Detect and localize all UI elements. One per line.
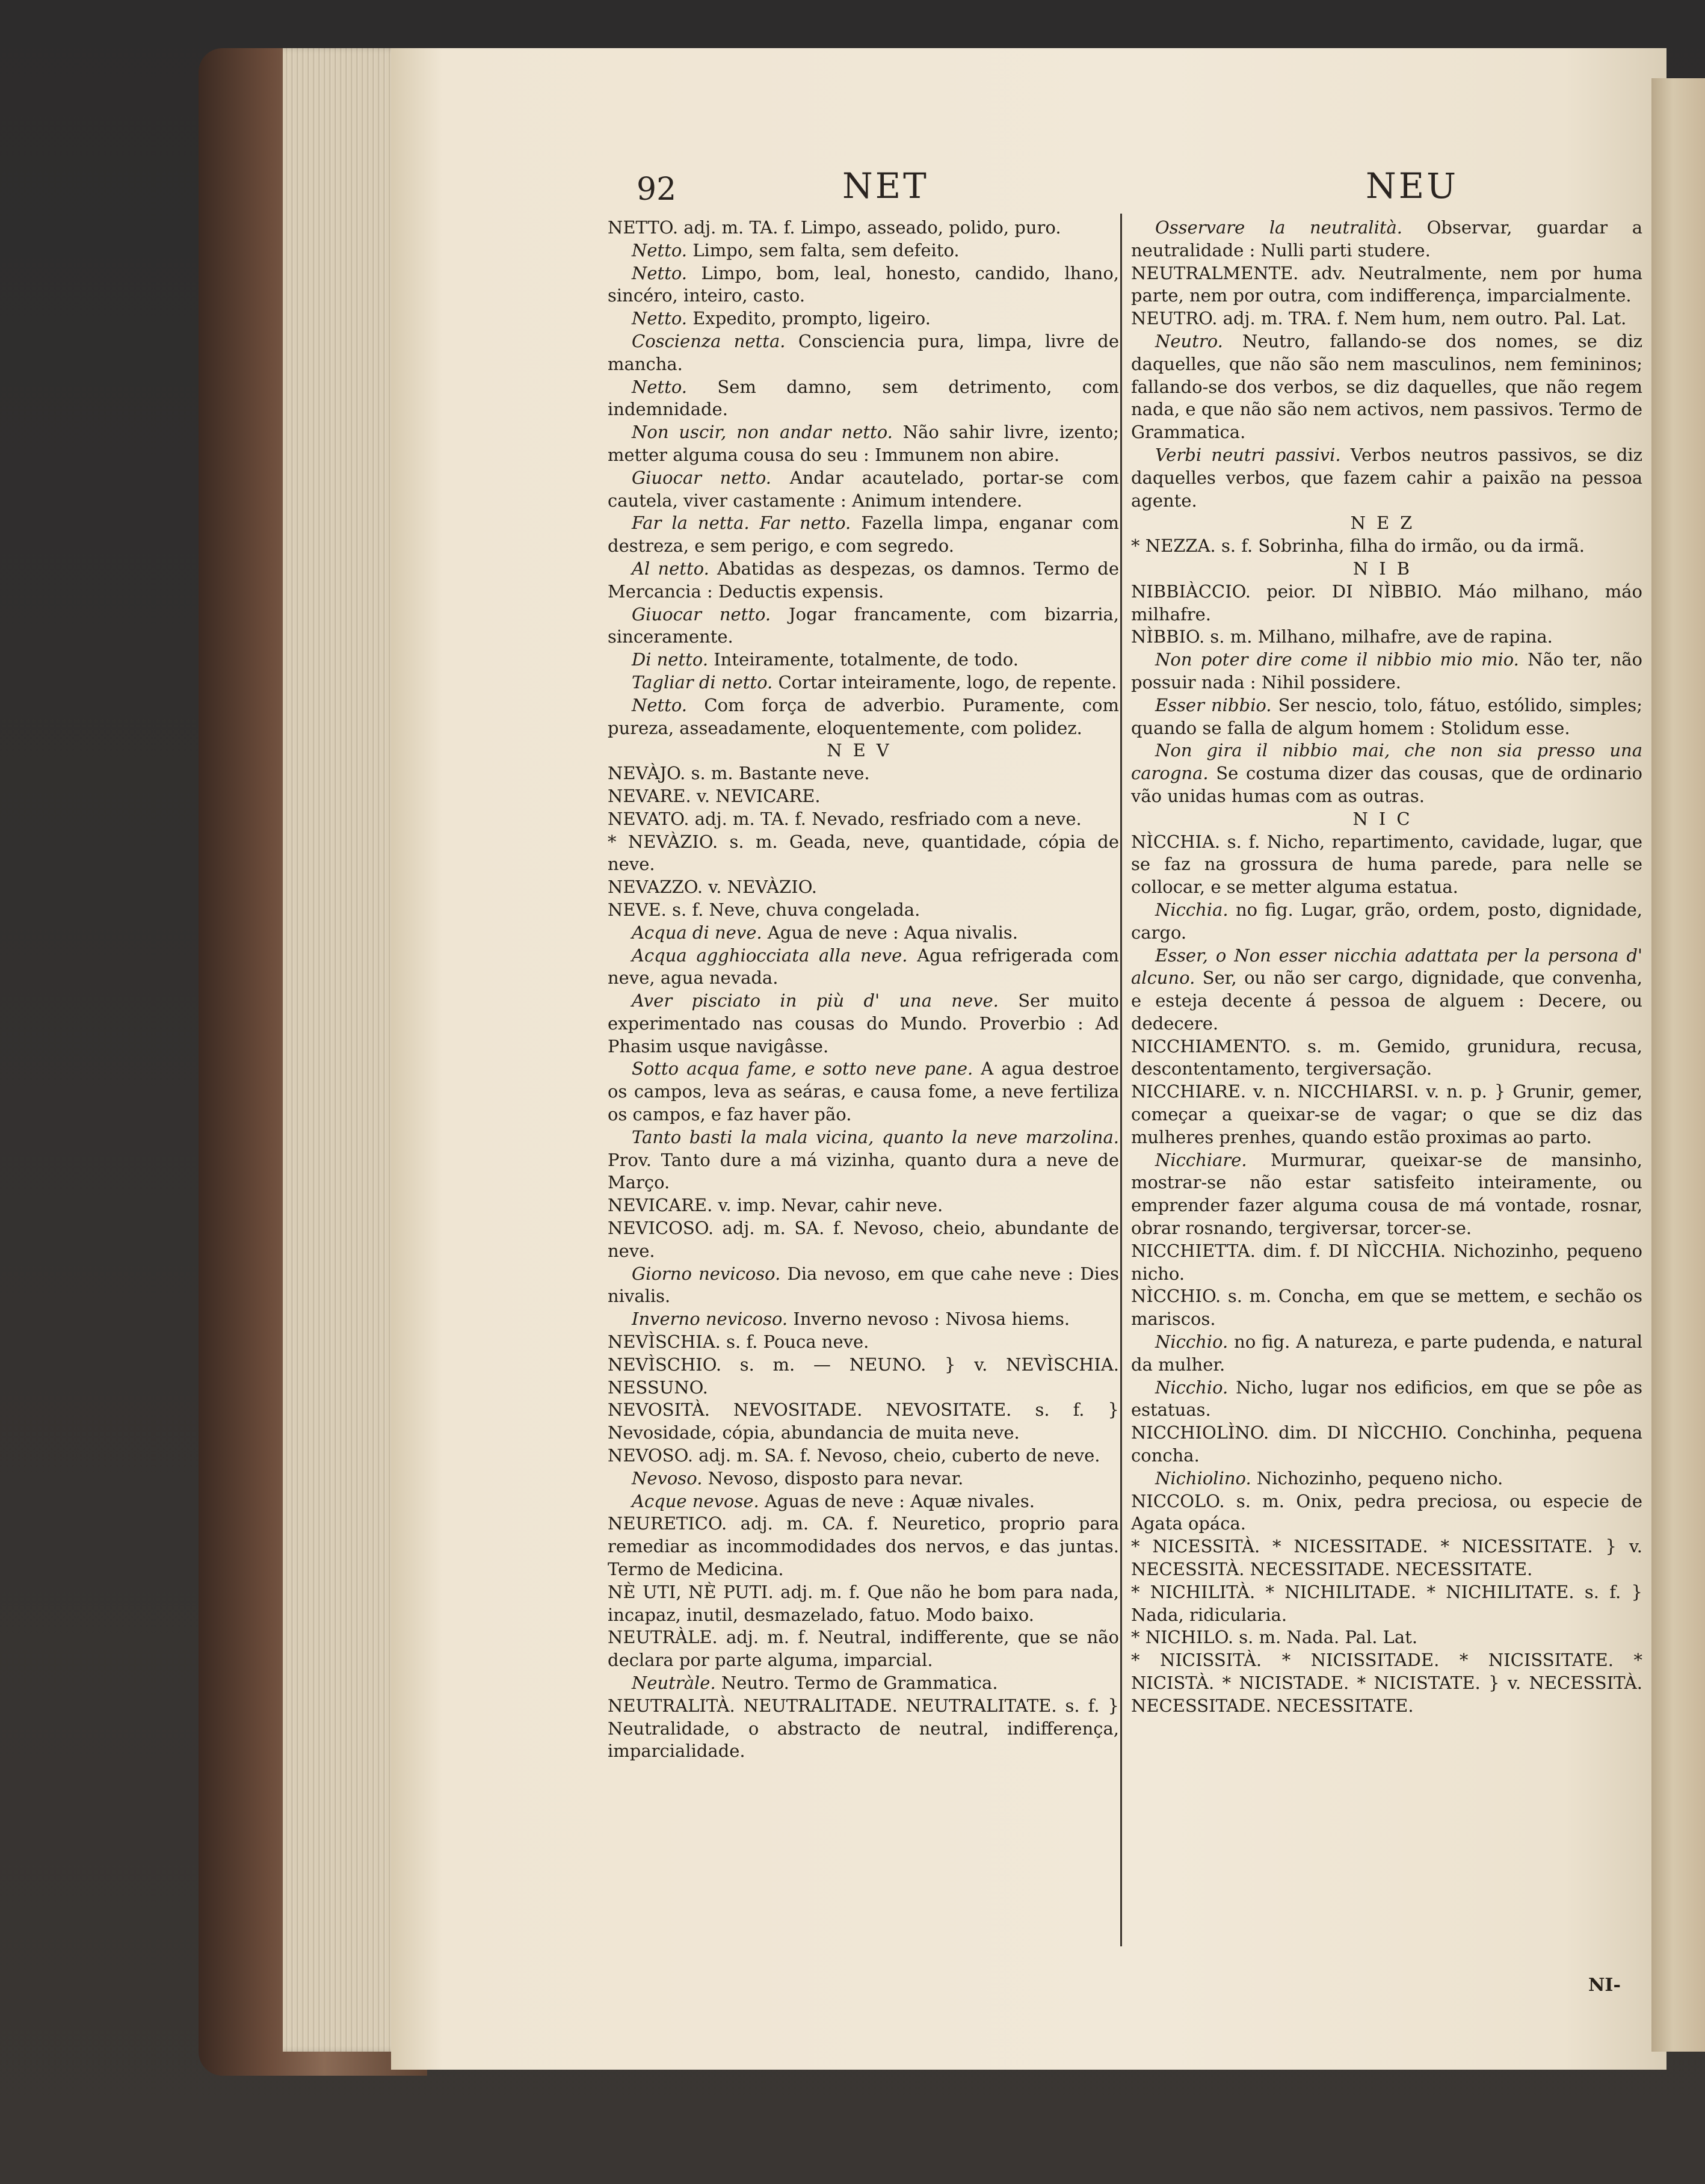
entry-phrase: Giuocar netto.: [632, 603, 771, 625]
entry-text: Ser nescio, tolo, fátuo, estólido, simples; quando se falla de algum homem : Stolidum esse.: [1131, 694, 1642, 738]
entry-text: Consciencia pura, limpa, livre de mancha.: [608, 330, 1119, 374]
dictionary-entry: [608, 217, 1119, 239]
dictionary-entry: [608, 1354, 1119, 1399]
dictionary-entry: [1131, 262, 1642, 308]
entry-phrase: Coscienza netta.: [632, 330, 786, 351]
sub-entry: [608, 330, 1119, 376]
dictionary-entry: [1131, 1535, 1642, 1581]
entry-phrase: Sotto acqua fame, e sotto neve pane.: [632, 1058, 973, 1079]
entry-text: A agua destroe os campos, leva as seáras, e causa fome, a neve fertiliza os campos, e faz haver pão.: [608, 1058, 1119, 1125]
entry-text: Observar, guardar a neutralidade : Nulli parti studere.: [1131, 217, 1642, 261]
catchword: NI-: [1588, 1975, 1621, 1996]
entry-text: Jogar francamente, com bizarria, sinceramente.: [608, 603, 1119, 647]
entry-text: NEVOSO. adj. m. SA. f. Nevoso, cheio, cuberto de neve.: [608, 1445, 1100, 1466]
entry-phrase: Acqua agghiocciata alla neve.: [632, 945, 908, 966]
dictionary-entry: [608, 899, 1119, 922]
entry-phrase: Neutràle.: [632, 1673, 716, 1693]
dictionary-entry: [608, 1626, 1119, 1672]
sub-entry: [1131, 1331, 1642, 1377]
entry-text: Verbos neutros passivos, se diz daquelles verbos, que fazem cahir a paixão na pessoa agente.: [1131, 444, 1642, 511]
entry-text: Expedito, prompto, ligeiro.: [687, 308, 931, 329]
entry-phrase: Netto.: [632, 262, 688, 283]
sub-entry: [1131, 330, 1642, 444]
entry-phrase: Esser, o Non esser nicchia adattata per la persona d' alcuno.: [1131, 945, 1642, 989]
entry-text: NEVÀJO. s. m. Bastante neve.: [608, 763, 870, 784]
entry-phrase: Far la netta. Far netto.: [632, 513, 851, 534]
dictionary-entry: [608, 831, 1119, 877]
dictionary-entry: [1131, 1035, 1642, 1081]
sub-entry: [1131, 1467, 1642, 1490]
entry-phrase: Tanto basti la mala vicina, quanto la neve marzolina.: [632, 1126, 1119, 1147]
entry-text: NEUTRALITÀ. NEUTRALITADE. NEUTRALITATE. s. f. } Neutralidade, o abstracto de neutral, indifferença, imparcialidade.: [608, 1695, 1119, 1762]
sub-entry: [608, 1672, 1119, 1695]
sub-entry: [1131, 1377, 1642, 1422]
entry-text: NICCHIARE. v. n. NICCHIARSI. v. n. p. } Grunir, gemer, começar a queixar-se de vagar; o que se diz das mulheres prenhes, quando estão proximas ao parto.: [1131, 1081, 1642, 1147]
sub-entry: [608, 1263, 1119, 1309]
sub-entry: [1131, 694, 1642, 740]
entry-text: NEUTRO. adj. m. TRA. f. Nem hum, nem outro. Pal. Lat.: [1131, 308, 1627, 329]
dictionary-entry: [608, 1695, 1119, 1763]
entry-phrase: Di netto.: [632, 649, 709, 670]
entry-phrase: Nicchiare.: [1155, 1149, 1247, 1170]
entry-phrase: Giuocar netto.: [632, 467, 771, 488]
entry-text: NICCHIOLÌNO. dim. DI NÌCCHIO. Conchinha, pequena concha.: [1131, 1422, 1642, 1466]
section-header: NIC: [1352, 808, 1421, 829]
entry-phrase: Acque nevose.: [632, 1490, 759, 1511]
entry-phrase: Netto.: [632, 694, 688, 715]
entry-phrase: Netto.: [632, 308, 688, 329]
entry-text: Fazella limpa, enganar com destreza, e sem perigo, e com segredo.: [608, 513, 1119, 557]
entry-text: Agua refrigerada com neve, agua nevada.: [608, 945, 1119, 989]
entry-text: Não sahir livre, izento; metter alguma cousa do seu : Immunem non abire.: [608, 422, 1120, 465]
entry-text: Cortar inteiramente, logo, de repente.: [772, 671, 1117, 693]
entry-text: Se costuma dizer das cousas, que de ordinario vão unidas humas com as outras.: [1131, 763, 1642, 806]
entry-text: NEVE. s. f. Neve, chuva congelada.: [608, 899, 920, 920]
entry-phrase: Non gira il nibbio mai, che non sia presso una carogna.: [1131, 740, 1642, 784]
entry-text: NICCHIETTA. dim. f. DI NÌCCHIA. Nichozinho, pequeno nicho.: [1131, 1240, 1642, 1284]
sub-entry: [1131, 649, 1642, 694]
dictionary-entry: [608, 785, 1119, 808]
entry-text: * NICISSITÀ. * NICISSITADE. * NICISSITATE. * NICISTÀ. * NICISTADE. * NICISTATE. } v. NECESSITÀ. NECESSITADE. NECESSITATE.: [1131, 1650, 1642, 1716]
entry-text: Andar acautelado, portar-se com cautela, viver castamente : Animum intendere.: [608, 467, 1119, 511]
sub-entry: [1131, 444, 1642, 512]
dictionary-entry: [608, 1331, 1119, 1354]
dictionary-entry: [1131, 1081, 1642, 1149]
dictionary-entry: [608, 1194, 1119, 1217]
sub-entry: [608, 1490, 1119, 1513]
left-column: [608, 217, 1119, 1763]
sub-entry: [608, 239, 1119, 262]
dictionary-entry: [608, 1581, 1119, 1627]
entry-text: Neutro. Termo de Grammatica.: [715, 1673, 998, 1693]
dictionary-entry: [608, 1513, 1119, 1581]
entry-phrase: Nichiolino.: [1155, 1467, 1251, 1488]
entry-phrase: Non poter dire come il nibbio mio mio.: [1155, 649, 1519, 670]
entry-phrase: Al netto.: [632, 558, 709, 579]
entry-phrase: Nevoso.: [632, 1467, 703, 1488]
entry-text: Neutro, fallando-se dos nomes, se diz daquelles, que não são nem masculinos, nem femininos; fallando-se dos verbos, se diz daquelles, que não regem nada, e que não são nem activos, nem passivos. Termo de Grammatica.: [1131, 330, 1642, 443]
section-header: NEV: [827, 740, 900, 761]
section-header: NIB: [1352, 558, 1421, 579]
entry-phrase: Osservare la neutralità.: [1155, 217, 1403, 238]
dictionary-entry: [1131, 626, 1642, 649]
right-column: [1131, 217, 1642, 1718]
entry-text: Inverno nevoso : Nivosa hiems.: [788, 1309, 1070, 1330]
entry-phrase: Verbi neutri passivi.: [1155, 444, 1341, 465]
sub-entry: [608, 307, 1119, 330]
dictionary-entry: [608, 762, 1119, 785]
dictionary-entry: [1131, 307, 1642, 330]
dictionary-entry: [1131, 1626, 1642, 1649]
sub-entry: [608, 1308, 1119, 1331]
entry-phrase: Tagliar di netto.: [632, 671, 773, 693]
entry-text: no fig. Lugar, grão, ordem, posto, dignidade, cargo.: [1131, 899, 1642, 943]
entry-phrase: Neutro.: [1155, 330, 1223, 351]
entry-text: NEUTRÀLE. adj. m. f. Neutral, indifferente, que se não declara por parte alguma, imparcial.: [608, 1627, 1119, 1671]
sub-entry: [608, 671, 1119, 694]
sub-entry: [608, 262, 1119, 308]
entry-text: * NICESSITÀ. * NICESSITADE. * NICESSITATE. } v. NECESSITÀ. NECESSITADE. NECESSITATE.: [1131, 1536, 1642, 1580]
dictionary-entry: [608, 808, 1119, 831]
dictionary-entry: [1131, 1285, 1642, 1331]
sub-entry: [608, 694, 1119, 740]
dictionary-entry: [1131, 581, 1642, 626]
entry-text: NEVICOSO. adj. m. SA. f. Nevoso, cheio, abundante de neve.: [608, 1218, 1119, 1261]
dictionary-entry: [1131, 1240, 1642, 1286]
section-header: NEZ: [1350, 513, 1423, 534]
entry-text: NEURETICO. adj. m. CA. f. Neuretico, proprio para remediar as incommodidades dos nervos, e das juntas. Termo de Medicina.: [608, 1513, 1119, 1580]
entry-text: Abatidas as despezas, os damnos. Termo de Mercancia : Deductis expensis.: [608, 558, 1119, 602]
next-page-edge: [1651, 78, 1705, 2052]
entry-text: Agua de neve : Aqua nivalis.: [762, 922, 1019, 943]
entry-text: NETTO. adj. m. TA. f. Limpo, asseado, polido, puro.: [608, 217, 1061, 238]
entry-text: no fig. A natureza, e parte pudenda, e natural da mulher.: [1131, 1331, 1642, 1375]
sub-entry: [1131, 899, 1642, 945]
sub-entry: [608, 945, 1119, 990]
entry-text: * NICHILO. s. m. Nada. Pal. Lat.: [1131, 1627, 1418, 1648]
dictionary-entry: [1131, 1422, 1642, 1467]
entry-text: * NEVÀZIO. s. m. Geada, neve, quantidade, cópia de neve.: [608, 831, 1119, 875]
entry-text: NEVARE. v. NEVICARE.: [608, 785, 821, 806]
dictionary-entry: [1131, 1649, 1642, 1717]
dictionary-entry: [608, 876, 1119, 899]
sub-entry: [608, 376, 1119, 422]
entry-text: NIBBIÀCCIO. peior. DI NÌBBIO. Máo milhano, máo milhafre.: [1131, 581, 1642, 625]
page-number: 92: [637, 171, 677, 208]
entry-text: NEUTRALMENTE. adv. Neutralmente, nem por huma parte, nem por outra, com indifferença, imparcialmente.: [1131, 262, 1642, 306]
column-rule: [1120, 214, 1122, 1946]
entry-phrase: Esser nibbio.: [1155, 694, 1272, 715]
dictionary-entry: [1131, 831, 1642, 899]
entry-text: * NEZZA. s. f. Sobrinha, filha do irmão, ou da irmã.: [1131, 535, 1585, 557]
sub-entry: [1131, 217, 1642, 262]
entry-phrase: Inverno nevicoso.: [632, 1309, 788, 1330]
entry-text: NÌBBIO. s. m. Milhano, milhafre, ave de rapina.: [1131, 626, 1553, 647]
sub-entry: [608, 421, 1119, 467]
entry-text: Nicho, lugar nos edificios, em que se pôe as estatuas.: [1131, 1377, 1642, 1421]
entry-text: NEVÌSCHIA. s. f. Pouca neve.: [608, 1331, 869, 1353]
dictionary-entry: [1131, 535, 1642, 558]
running-head-left: NET: [842, 165, 929, 206]
entry-text: NICCOLO. s. m. Onix, pedra preciosa, ou especie de Agata opáca.: [1131, 1490, 1642, 1534]
sub-entry: [608, 603, 1119, 649]
entry-text: Ser, ou não ser cargo, dignidade, que convenha, e esteja decente á pessoa de alguem : Decere, ou dedecere.: [1131, 967, 1642, 1034]
entry-phrase: Netto.: [632, 376, 688, 397]
dictionary-entry: [1131, 1490, 1642, 1536]
entry-text: NEVÌSCHIO. s. m. — NEUNO. } v. NEVÌSCHIA. NESSUNO.: [608, 1354, 1119, 1398]
entry-text: NEVOSITÀ. NEVOSITADE. NEVOSITATE. s. f. } Nevosidade, cópia, abundancia de muita neve.: [608, 1399, 1119, 1443]
entry-text: Dia nevoso, em que cahe neve : Dies nivalis.: [608, 1263, 1120, 1307]
dictionary-entry: [608, 1399, 1119, 1445]
entry-text: Nichozinho, pequeno nicho.: [1251, 1467, 1503, 1488]
entry-text: NEVICARE. v. imp. Nevar, cahir neve.: [608, 1195, 943, 1216]
sub-entry: [608, 1126, 1119, 1194]
sub-entry: [608, 1467, 1119, 1490]
entry-text: Limpo, bom, leal, honesto, candido, lhano, sincéro, inteiro, casto.: [608, 262, 1119, 306]
entry-text: Nevoso, disposto para nevar.: [702, 1467, 964, 1488]
entry-phrase: Nicchio.: [1155, 1331, 1229, 1353]
entry-phrase: Nicchio.: [1155, 1377, 1229, 1398]
running-head-right: NEU: [1366, 165, 1458, 206]
entry-text: Murmurar, queixar-se de mansinho, mostrar-se não estar satisfeito inteiramente, ou emprender fazer alguma cousa de má vontade, rosnar, obrar rosnando, tergiversar, torcer-se.: [1131, 1149, 1642, 1239]
entry-text: NÌCCHIO. s. m. Concha, em que se mettem, e sechão os mariscos.: [1131, 1286, 1642, 1330]
entry-text: Inteiramente, totalmente, de todo.: [708, 649, 1019, 670]
entry-text: NEVAZZO. v. NEVÀZIO.: [608, 877, 818, 898]
entry-text: Sem damno, sem detrimento, com indemnidade.: [608, 376, 1119, 420]
page-edges: [283, 48, 403, 2052]
sub-entry: [608, 649, 1119, 671]
entry-text: * NICHILITÀ. * NICHILITADE. * NICHILITATE. s. f. } Nada, ridicularia.: [1131, 1581, 1642, 1625]
sub-entry: [1131, 1149, 1642, 1240]
dictionary-entry: [608, 1217, 1119, 1263]
dictionary-entry: [608, 1445, 1119, 1467]
sub-entry: [608, 558, 1119, 603]
entry-phrase: Acqua di neve.: [632, 922, 762, 943]
entry-text: NICCHIAMENTO. s. m. Gemido, grunidura, recusa, descontentamento, tergiversação.: [1131, 1035, 1642, 1079]
entry-text: Prov. Tanto dure a má vizinha, quanto dura a neve de Março.: [608, 1149, 1119, 1193]
entry-phrase: Aver pisciato in più d' una neve.: [632, 990, 999, 1011]
entry-text: Com força de adverbio. Puramente, com pureza, asseadamente, eloquentemente, com polidez.: [608, 694, 1119, 738]
entry-text: Não ter, não possuir nada : Nihil possidere.: [1131, 649, 1642, 693]
entry-text: NÌCCHIA. s. f. Nicho, repartimento, cavidade, lugar, que se faz na grossura de huma parede, para nelle se collocar, e se metter alguma estatua.: [1131, 831, 1642, 898]
sub-entry: [608, 1058, 1119, 1126]
dictionary-entry: [1131, 1581, 1642, 1627]
sub-entry: [608, 467, 1119, 513]
entry-text: NÈ UTI, NÈ PUTI. adj. m. f. Que não he bom para nada, incapaz, inutil, desmazelado, fatuo. Modo baixo.: [608, 1581, 1119, 1625]
entry-phrase: Netto.: [632, 239, 688, 261]
entry-phrase: Non uscir, non andar netto.: [632, 422, 893, 443]
entry-text: NEVATO. adj. m. TA. f. Nevado, resfriado com a neve.: [608, 808, 1082, 829]
sub-entry: [1131, 739, 1642, 807]
entry-phrase: Giorno nevicoso.: [632, 1263, 781, 1284]
entry-phrase: Nicchia.: [1155, 899, 1229, 920]
entry-text: Limpo, sem falta, sem defeito.: [687, 239, 960, 261]
entry-text: Aguas de neve : Aquæ nivales.: [759, 1490, 1035, 1511]
entry-text: Ser muito experimentado nas cousas do Mundo. Proverbio : Ad Phasim usque navigâsse.: [608, 990, 1119, 1057]
sub-entry: [608, 922, 1119, 945]
sub-entry: [608, 512, 1119, 558]
sub-entry: [1131, 945, 1642, 1035]
sub-entry: [608, 990, 1119, 1058]
